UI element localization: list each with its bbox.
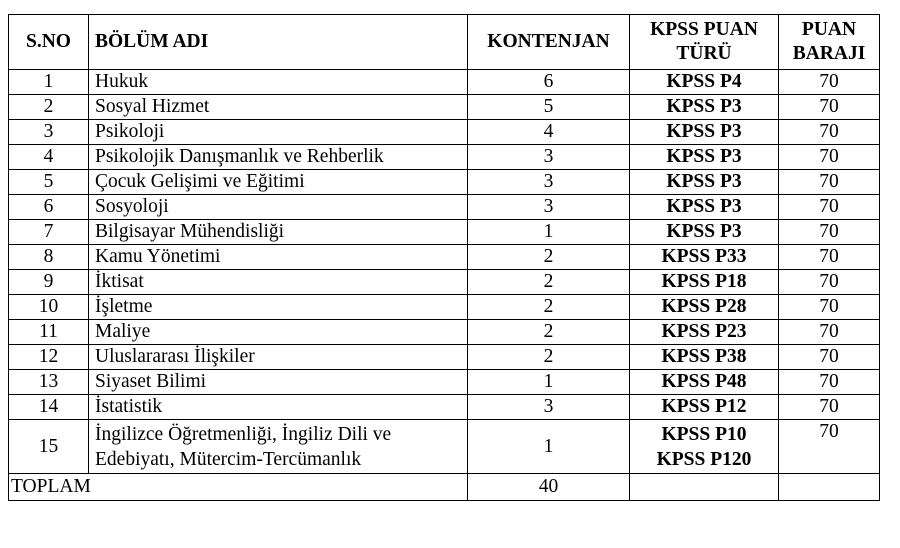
- quota-table: [8, 14, 880, 501]
- header-sno: S.NO: [9, 15, 89, 70]
- row-sno: 8: [9, 245, 89, 270]
- row-threshold: 70: [779, 345, 880, 370]
- row-quota: 3: [468, 195, 630, 220]
- row-sno: 10: [9, 295, 89, 320]
- row-quota: 1: [468, 220, 630, 245]
- row-score-type: KPSS P3: [630, 195, 779, 220]
- row-sno: 5: [9, 170, 89, 195]
- row-department-name: Psikolojik Danışmanlık ve Rehberlik: [89, 145, 468, 170]
- table-row: [9, 145, 880, 170]
- total-empty-threshold: [779, 474, 880, 501]
- total-empty-score-type: [630, 474, 779, 501]
- total-quota: 40: [468, 474, 630, 501]
- row-score-type-line-2: KPSS P120: [656, 448, 752, 470]
- header-threshold-line-1: PUAN: [801, 19, 857, 40]
- row-threshold: 70: [779, 245, 880, 270]
- row-threshold: 70: [779, 395, 880, 420]
- table-row: [9, 95, 880, 120]
- row-score-type: KPSS P12: [630, 395, 779, 420]
- row-threshold: 70: [779, 95, 880, 120]
- row-threshold: 70: [779, 320, 880, 345]
- header-score-type-line-2: TÜRÜ: [676, 43, 732, 64]
- row-score-type: KPSS P18: [630, 270, 779, 295]
- row-score-type: KPSS P3: [630, 145, 779, 170]
- header-score-type-line-1: KPSS PUAN: [650, 19, 758, 40]
- header-quota: KONTENJAN: [468, 15, 630, 70]
- row-threshold: 70: [779, 370, 880, 395]
- row-department-name: Sosyal Hizmet: [89, 95, 468, 120]
- row-quota: 3: [468, 395, 630, 420]
- row-threshold: 70: [779, 70, 880, 95]
- row-threshold: 70: [779, 220, 880, 245]
- row-threshold: 70: [779, 120, 880, 145]
- row-quota: 2: [468, 320, 630, 345]
- row-quota: 4: [468, 120, 630, 145]
- row-score-type: KPSS P48: [630, 370, 779, 395]
- row-sno: 9: [9, 270, 89, 295]
- row-sno: 13: [9, 370, 89, 395]
- table-row: [9, 220, 880, 245]
- total-row: [9, 474, 880, 501]
- row-sno: 2: [9, 95, 89, 120]
- total-label: TOPLAM: [9, 474, 468, 501]
- row-score-type: [630, 420, 779, 474]
- header-row: [9, 15, 880, 70]
- row-quota: 2: [468, 270, 630, 295]
- table-row: [9, 295, 880, 320]
- row-quota: 3: [468, 145, 630, 170]
- header-score-type: [630, 15, 779, 70]
- table-row: [9, 245, 880, 270]
- row-threshold: 70: [779, 195, 880, 220]
- row-score-type: KPSS P3: [630, 220, 779, 245]
- row-department-name: Siyaset Bilimi: [89, 370, 468, 395]
- row-department-name: Çocuk Gelişimi ve Eğitimi: [89, 170, 468, 195]
- row-quota: 3: [468, 170, 630, 195]
- row-sno: 15: [9, 420, 89, 474]
- table-row: [9, 195, 880, 220]
- row-score-type: KPSS P23: [630, 320, 779, 345]
- table-row: [9, 320, 880, 345]
- row-department-name: [89, 420, 468, 474]
- row-department-name-line-1: İngilizce Öğretmenliği, İngiliz Dili ve: [95, 423, 392, 445]
- table-row: [9, 395, 880, 420]
- row-score-type: KPSS P3: [630, 120, 779, 145]
- row-threshold: 70: [779, 145, 880, 170]
- row-department-name: İstatistik: [89, 395, 468, 420]
- row-score-type-line-1: KPSS P10: [661, 423, 747, 445]
- row-score-type: KPSS P4: [630, 70, 779, 95]
- table-row: [9, 345, 880, 370]
- row-score-type: KPSS P33: [630, 245, 779, 270]
- row-quota: 2: [468, 295, 630, 320]
- table-row: [9, 420, 880, 474]
- header-score-threshold: [779, 15, 880, 70]
- row-department-name: Psikoloji: [89, 120, 468, 145]
- row-department-name: İktisat: [89, 270, 468, 295]
- row-threshold: 70: [779, 170, 880, 195]
- row-score-type: KPSS P28: [630, 295, 779, 320]
- row-sno: 11: [9, 320, 89, 345]
- row-score-type: KPSS P3: [630, 170, 779, 195]
- header-threshold-line-2: BARAJI: [792, 43, 866, 64]
- row-sno: 14: [9, 395, 89, 420]
- row-quota: 6: [468, 70, 630, 95]
- row-department-name: İşletme: [89, 295, 468, 320]
- table-row: [9, 70, 880, 95]
- row-sno: 6: [9, 195, 89, 220]
- row-department-name: Hukuk: [89, 70, 468, 95]
- row-department-name-line-2: Edebiyatı, Mütercim-Tercümanlık: [95, 448, 362, 470]
- row-quota: 2: [468, 345, 630, 370]
- row-threshold: 70: [779, 270, 880, 295]
- row-score-type: KPSS P38: [630, 345, 779, 370]
- row-threshold: 70: [779, 420, 880, 474]
- table-row: [9, 370, 880, 395]
- table-row: [9, 270, 880, 295]
- row-department-name: Kamu Yönetimi: [89, 245, 468, 270]
- row-department-name: Uluslararası İlişkiler: [89, 345, 468, 370]
- row-sno: 1: [9, 70, 89, 95]
- row-quota: 1: [468, 370, 630, 395]
- header-department-name: BÖLÜM ADI: [89, 15, 468, 70]
- row-department-name: Bilgisayar Mühendisliği: [89, 220, 468, 245]
- row-score-type: KPSS P3: [630, 95, 779, 120]
- row-threshold: 70: [779, 295, 880, 320]
- row-sno: 7: [9, 220, 89, 245]
- row-quota: 2: [468, 245, 630, 270]
- row-sno: 3: [9, 120, 89, 145]
- table-row: [9, 120, 880, 145]
- table-row: [9, 170, 880, 195]
- row-quota: 1: [468, 420, 630, 474]
- row-department-name: Sosyoloji: [89, 195, 468, 220]
- row-department-name: Maliye: [89, 320, 468, 345]
- row-sno: 12: [9, 345, 89, 370]
- row-sno: 4: [9, 145, 89, 170]
- row-quota: 5: [468, 95, 630, 120]
